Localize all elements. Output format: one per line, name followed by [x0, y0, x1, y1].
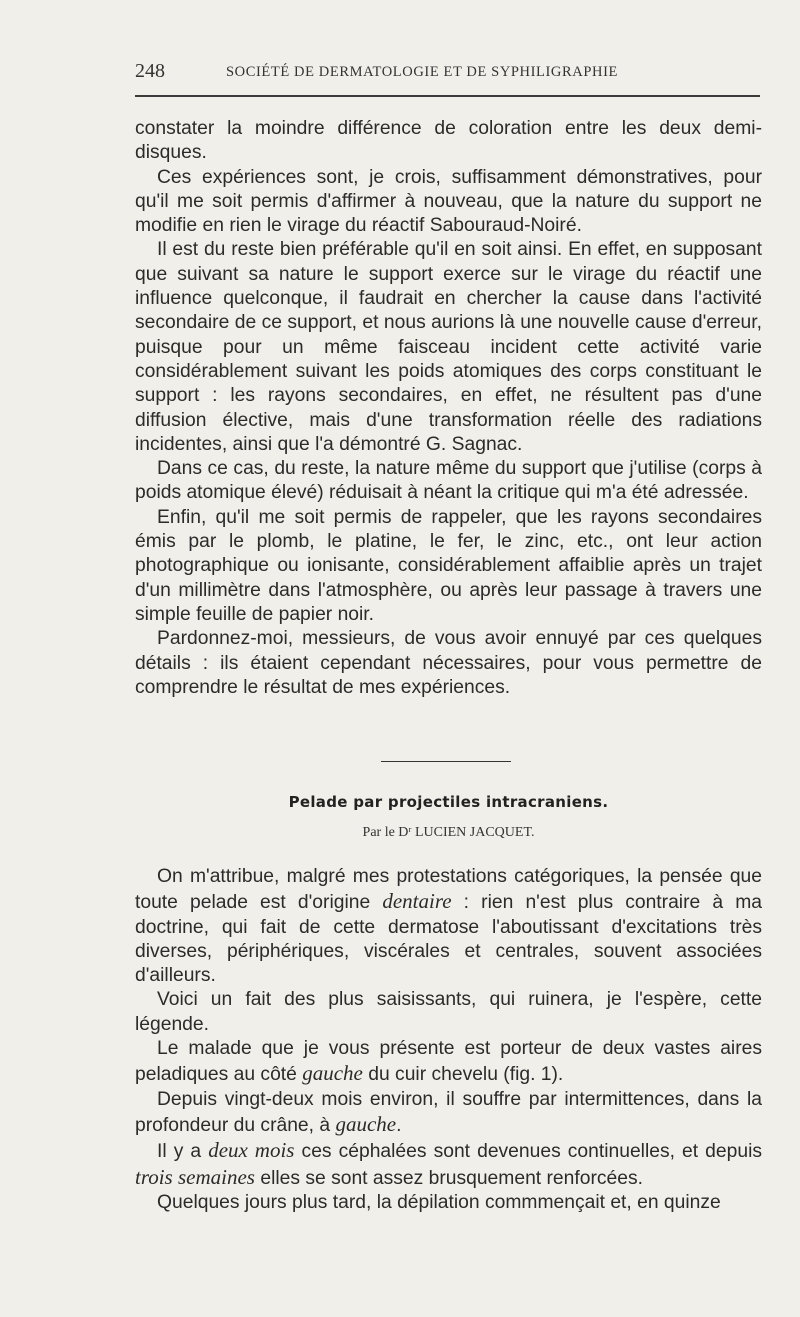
emphasis: dentaire	[382, 889, 452, 914]
text-block-article	[135, 865, 762, 1215]
paragraph: Il y a deux mois ces céphalées sont devenues continuelles, et depuis trois semaines elles se sont assez brusquement renforcées.	[135, 1138, 762, 1189]
paragraph: Il est du reste bien préférable qu'il en soit ainsi. En effet, en supposant que suivant sa nature le support exerce sur le virage du réactif une influence quelconque, il faudrait en chercher la cause dans l'activité secondaire de ce support, et nous aurions là une nouvelle cause d'erreur, puisque pour un même faisceau incident cette activité varie considérablement suivant les poids atomiques des corps constituant le support : les rayons secondaires, en effet, ne résultent pas d'une diffusion élective, mais d'une transformation réelle des radiations incidentes, ainsi que l'a démontré G. Sagnac.	[135, 239, 762, 455]
paragraph: Dans ce cas, du reste, la nature même du support que j'utilise (corps à poids atomique élevé) réduisait à néant la critique qui m'a été adressée.	[135, 458, 762, 504]
paragraph: Voici un fait des plus saisissants, qui ruinera, je l'espère, cette légende.	[135, 989, 762, 1035]
page-number: 248	[135, 60, 165, 82]
section-separator	[381, 761, 511, 762]
paragraph: Ces expériences sont, je crois, suffisamment démonstratives, pour qu'il me soit permis d'affirmer à nouveau, que la nature du support ne modifie en rien le virage du réactif Sabouraud-Noiré.	[135, 166, 762, 237]
text-block-continued	[135, 117, 762, 700]
article-author: Par le Dʳ LUCIEN JACQUET.	[362, 825, 535, 840]
emphasis: deux mois	[208, 1138, 295, 1163]
emphasis: gauche	[335, 1111, 397, 1136]
paragraph: On m'attribue, malgré mes protestations catégoriques, la pensée que toute pelade est d'origine dentaire : rien n'est plus contraire à ma doctrine, qui fait de cette dermatose l'aboutissant d'excitations très diverses, périphériques, viscérales et centrales, souvent associées d'ailleurs.	[135, 866, 763, 987]
emphasis: gauche	[302, 1061, 363, 1086]
header-rule	[135, 95, 760, 97]
article-title: Pelade par projectiles intracraniens.	[288, 793, 609, 811]
emphasis: trois semaines	[135, 1164, 255, 1189]
paragraph: Le malade que je vous présente est porteur de deux vastes aires peladiques au côté gauche du cuir chevelu (fig. 1).	[135, 1038, 762, 1086]
paragraph: Quelques jours plus tard, la dépilation commmençait et, en quinze	[157, 1191, 721, 1213]
paragraph: Enfin, qu'il me soit permis de rappeler, que les rayons secondaires émis par le plomb, le platine, le fer, le zinc, etc., ont leur action photographique ou ionisante, considérablement affaiblie après un trajet d'un millimètre dans l'atmosphère, ou après leur passage à travers une simple feuille de papier noir.	[135, 506, 762, 625]
paragraph: Depuis vingt-deux mois environ, il souffre par intermittences, dans la profondeur du crâne, à gauche.	[135, 1088, 762, 1136]
paragraph: Pardonnez-moi, messieurs, de vous avoir ennuyé par ces quelques détails : ils étaient cependant nécessaires, pour vous permettre de comprendre le résultat de mes expériences.	[135, 628, 762, 698]
paragraph: constater la moindre différence de coloration entre les deux demi-disques.	[135, 118, 762, 164]
running-title: SOCIÉTÉ DE DERMATOLOGIE ET DE SYPHILIGRAPHIE	[226, 64, 618, 80]
page-header	[135, 60, 760, 86]
